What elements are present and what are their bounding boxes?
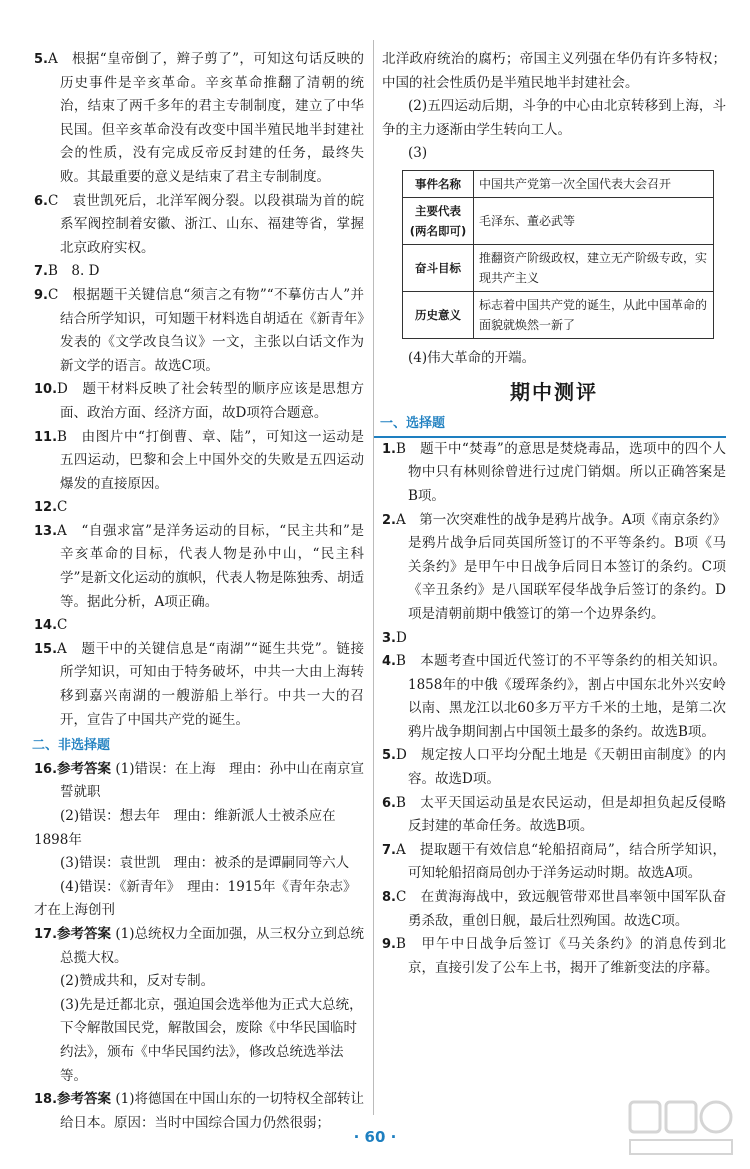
question-number: 14. bbox=[34, 618, 58, 634]
answer-item bbox=[382, 438, 726, 509]
question-number: 9. bbox=[34, 287, 48, 303]
answer-text: B 8. D bbox=[47, 263, 100, 280]
answer-text: A 第一次突难性的战争是鸦片战争。A项《南京条约》是鸦片战争后同英国所签订的不平等条约。B项《马关条约》是甲午中日战争后同日本签订的条约。C项《辛丑条约》是八国联军侵华战争后签订的条约。D项是清朝前期中俄签订的第一个边界条约。 bbox=[395, 511, 726, 622]
answer-text: D 规定按人口平均分配土地是《天朝田亩制度》的内容。故选D项。 bbox=[395, 747, 726, 788]
answer-label: 参考答案 bbox=[57, 760, 112, 777]
answer-item bbox=[382, 650, 726, 744]
question-number: 17. bbox=[34, 926, 58, 942]
table-intro: (3) bbox=[408, 145, 428, 162]
table-row bbox=[403, 291, 714, 338]
question-number: 4. bbox=[382, 654, 396, 670]
answer-text: C bbox=[57, 499, 68, 516]
table-key: 主要代表(两名即可) bbox=[403, 197, 474, 244]
answer-line: (3)先是迁都北京，强迫国会选举他为正式大总统，下令解散国民党，解散国会，废除《中华民国临时约法》，颁布《中华民国约法》，修改总统选举法等。 bbox=[60, 996, 363, 1084]
column-divider bbox=[373, 40, 374, 1115]
question-16 bbox=[34, 758, 364, 923]
question-number: 15. bbox=[34, 641, 58, 657]
question-number: 7. bbox=[382, 842, 396, 858]
midterm-title: 期中测评 bbox=[510, 379, 598, 404]
answer-item bbox=[382, 509, 726, 627]
watermark-logo bbox=[626, 1098, 736, 1160]
answer-line: (1)将德国在中国山东的一切特权全部转让给日本。原因：当时中国综合国力仍然很弱； bbox=[60, 1091, 365, 1131]
left-answer-list bbox=[34, 48, 364, 732]
question-number: 5. bbox=[34, 52, 48, 67]
answer-text: A 根据“皇帝倒了，辫子剪了”，可知这句话反映的历史事件是辛亥革命。辛亥革命推翻了清朝的统治，结束了两千多年的君主专制制度，建立了中华民国。但辛亥革命没有改变中国半殖民地半封建社会的性质，没有完成反帝反封建的任务，最终失败。其最重要的意义是结束了君主专制制度。 bbox=[47, 51, 364, 185]
answer-text: C 在黄海海战中，致远舰管带邓世昌率领中国军队奋勇杀敌，重创日舰，最后壮烈殉国。故选C项。 bbox=[395, 889, 726, 929]
answer-line: (1)错误：在上海 理由：孙中山在南京宣誓就职 bbox=[60, 760, 365, 801]
answer-text: A “自强求富”是洋务运动的目标，“民主共和”是辛亥革命的目标，代表人物是孙中山，“民主科学”是新文化运动的旗帜，代表人物是陈独秀、胡适等。据此分析，A项正确。 bbox=[57, 522, 364, 610]
answer-text: B 由图片中“打倒曹、章、陆”，可知这一运动是五四运动，巴黎和会上中国外交的失败是五四运动爆发的直接原因。 bbox=[57, 428, 364, 492]
answer-item bbox=[382, 839, 726, 886]
answer-text: B 题干中“焚毒”的意思是焚烧毒品，选项中的四个人物中只有林则徐曾进行过虎门销烟。所以正确答案是B项。 bbox=[395, 440, 726, 504]
answer-line: (4)错误：《新青年》 理由：1915年《青年杂志》才在上海创刊 bbox=[34, 878, 357, 919]
answer-line: (4)伟大革命的开端。 bbox=[408, 349, 536, 366]
answer-line: (1)总统权力全面加强，从三权分立到总统总揽大权。 bbox=[60, 925, 365, 966]
question-number: 3. bbox=[382, 630, 396, 646]
answer-text: C 袁世凯死后，北洋军阀分裂。以段祺瑞为首的皖系军阀控制着安徽、浙江、山东、福建等省，掌握北京政府实权。 bbox=[47, 192, 364, 256]
answer-item bbox=[34, 48, 364, 190]
answer-line: (2)错误：想去年 理由：维新派人士被杀应在1898年 bbox=[34, 808, 336, 848]
question-number: 6. bbox=[34, 193, 48, 209]
answer-text: A 提取题干有效信息“轮船招商局”，结合所学知识，可知轮船招商局创办于洋务运动时期。故选A项。 bbox=[395, 841, 726, 882]
question-number: 16. bbox=[34, 761, 58, 777]
table-key: 奋斗目标 bbox=[403, 244, 474, 291]
question-number: 1. bbox=[382, 441, 396, 457]
question-number: 18. bbox=[34, 1092, 58, 1108]
answer-text: A 题干中的关键信息是“南湖”“诞生共党”。链接所学知识，可知由于特务破坏，中共一大由上海转移到嘉兴南湖的一艘游船上举行。中共一大的召开，宣告了中国共产党的诞生。 bbox=[57, 640, 364, 728]
answer-text: B 本题考查中国近代签订的不平等条约的相关知识。1858年的中俄《瑷珲条约》，割占中国东北外兴安岭以南、黑龙江以北60多万平方千米的土地，是第二次鸦片战争期间割占中国领土最多的条约。故选B项。 bbox=[395, 653, 726, 740]
event-table bbox=[402, 170, 714, 339]
answer-text: C 根据题干关键信息“须言之有物”“不摹仿古人”并结合所学知识，可知题干材料选自胡适在《新青年》发表的《文学改良刍议》一文，主张以白话文作为新文学的语言。故选C项。 bbox=[47, 286, 364, 374]
answer-item bbox=[34, 190, 364, 261]
answer-item bbox=[34, 284, 364, 378]
answer-line: (3)错误：袁世凯 理由：被杀的是谭嗣同等六人 bbox=[60, 855, 350, 872]
page-number: · 60 · bbox=[353, 1128, 397, 1146]
question-number: 6. bbox=[382, 795, 396, 811]
answer-item bbox=[382, 933, 726, 980]
answer-item bbox=[34, 520, 364, 614]
answer-line: (2)五四运动后期，斗争的中心由北京转移到上海，斗争的主力逐渐由学生转向工人。 bbox=[382, 98, 726, 138]
answer-item bbox=[382, 744, 726, 791]
answer-text: B 太平天国运动虽是农民运动，但是却担负起反侵略反封建的革命任务。故选B项。 bbox=[395, 794, 726, 835]
answer-label: 参考答案 bbox=[57, 1091, 112, 1108]
answer-line: (2)赞成共和，反对专制。 bbox=[60, 973, 215, 990]
answer-text: D bbox=[395, 629, 407, 646]
table-value: 中国共产党第一次全国代表大会召开 bbox=[474, 170, 714, 197]
answer-text: B 甲午中日战争后签订《马关条约》的消息传到北京，直接引发了公车上书，揭开了维新变法的序幕。 bbox=[395, 936, 726, 976]
table-value: 标志着中国共产党的诞生，从此中国革命的面貌就焕然一新了 bbox=[474, 291, 714, 338]
question-17 bbox=[34, 923, 364, 1088]
answer-label: 参考答案 bbox=[57, 925, 112, 942]
answer-continuation: 北洋政府统治的腐朽；帝国主义列强在华仍有许多特权；中国的社会性质仍是半殖民地半封建社会。 bbox=[382, 51, 726, 91]
answer-text: C bbox=[57, 617, 68, 634]
answer-text: D 题干材料反映了社会转型的顺序应该是思想方面、政治方面、经济方面，故D项符合题意。 bbox=[57, 381, 364, 421]
table-row bbox=[403, 244, 714, 291]
question-number: 10. bbox=[34, 382, 58, 398]
table-value: 毛泽东、董必武等 bbox=[474, 197, 714, 244]
table-key: 历史意义 bbox=[403, 291, 474, 338]
answer-item bbox=[382, 886, 726, 933]
table-key: 事件名称 bbox=[403, 170, 474, 197]
question-number: 5. bbox=[382, 748, 396, 764]
answer-item bbox=[34, 496, 364, 520]
table-row bbox=[403, 170, 714, 197]
question-number: 11. bbox=[34, 429, 58, 445]
question-number: 9. bbox=[382, 937, 396, 953]
question-number: 13. bbox=[34, 523, 58, 539]
section-heading-non-choice: 二、非选择题 bbox=[32, 738, 111, 754]
answer-item bbox=[382, 627, 726, 651]
table-value: 推翻资产阶级政权，建立无产阶级专政，实现共产主义 bbox=[474, 244, 714, 291]
answer-item bbox=[34, 426, 364, 497]
question-number: 2. bbox=[382, 512, 396, 528]
answer-item bbox=[382, 792, 726, 839]
question-number: 12. bbox=[34, 500, 58, 516]
left-column bbox=[34, 48, 364, 1135]
question-number: 7. bbox=[34, 264, 48, 280]
question-number: 8. bbox=[382, 890, 396, 906]
table-row bbox=[403, 197, 714, 244]
answer-item bbox=[34, 638, 364, 732]
answer-item bbox=[34, 614, 364, 638]
section-heading-choice: 一、选择题 bbox=[380, 416, 446, 432]
right-column bbox=[382, 48, 726, 980]
answer-item bbox=[34, 260, 364, 284]
right-answer-list bbox=[382, 438, 726, 981]
answer-item bbox=[34, 378, 364, 425]
